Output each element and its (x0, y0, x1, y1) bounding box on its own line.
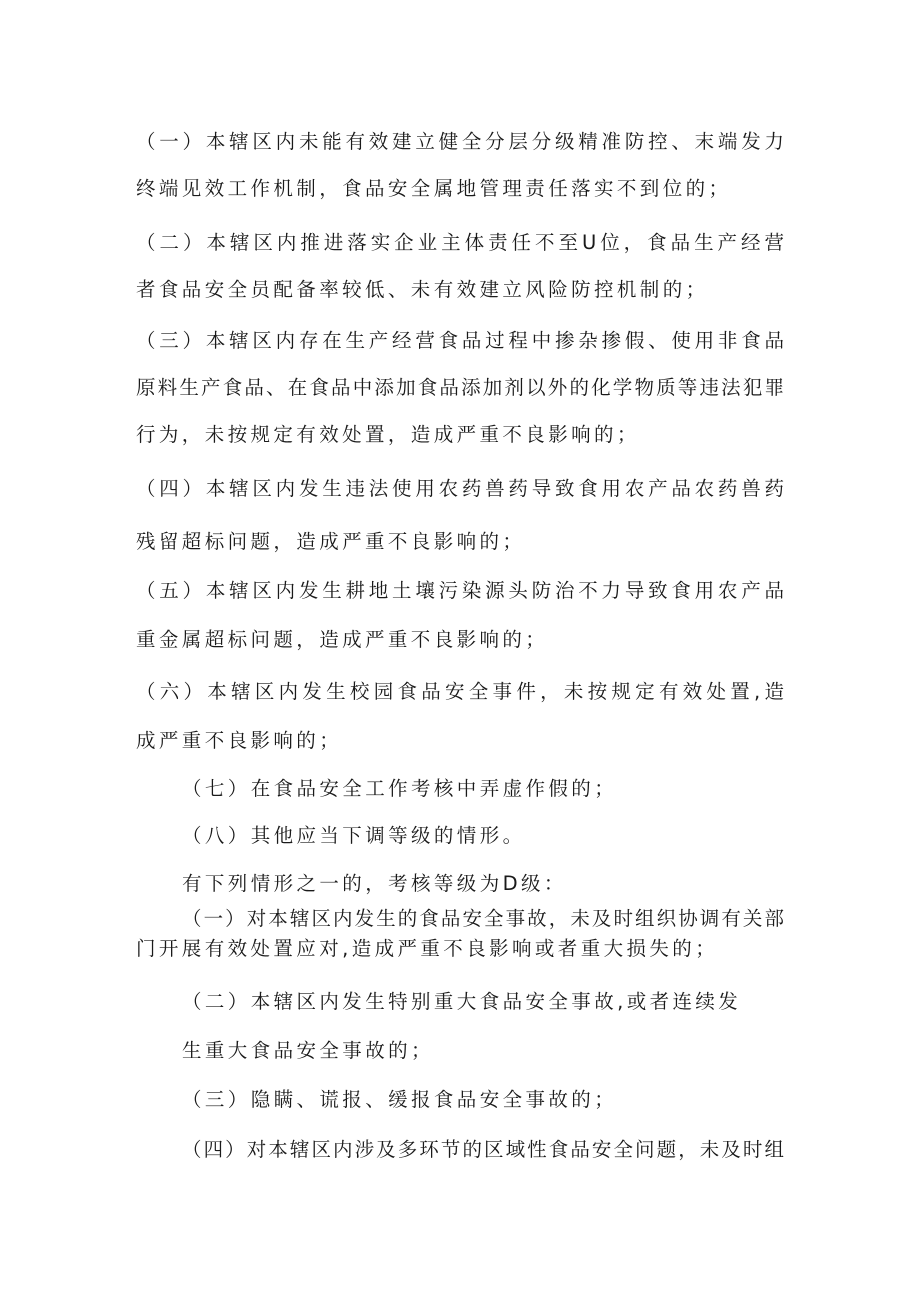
text-line: （六）本辖区内发生校园食品安全事件，未按规定有效处置,造 (136, 680, 784, 703)
text-line: （四）对本辖区内涉及多环节的区域性食品安全问题，未及时组 (182, 1138, 784, 1161)
text-line: 原料生产食品、在食品中添加食品添加剂以外的化学物质等违法犯罪 (136, 376, 784, 399)
text-line: （八）其他应当下调等级的情形。 (182, 824, 526, 847)
text-line: 成严重不良影响的； (136, 729, 343, 752)
text-line: （七）在食品安全工作考核中弄虚作假的； (182, 777, 618, 800)
text-line: 有下列情形之一的，考核等级为D级： (182, 872, 567, 895)
text-line: 生重大食品安全事故的； (182, 1039, 434, 1062)
text-line: 残留超标问题，造成严重不良影响的； (136, 530, 526, 553)
text-line: 门开展有效处置应对,造成严重不良影响或者重大损失的； (136, 937, 719, 960)
text-line: （五）本辖区内发生耕地土壤污染源头防治不力导致食用农产品 (136, 579, 784, 602)
text-line: （一）本辖区内未能有效建立健全分层分级精准防控、末端发力 (136, 130, 784, 153)
text-line: （二）本辖区内发生特别重大食品安全事故,或者连续发 (182, 990, 742, 1013)
text-line: 重金属超标问题，造成严重不良影响的； (136, 628, 549, 651)
text-line: 者食品安全员配备率较低、未有效建立风险防控机制的； (136, 278, 709, 301)
text-line: （二）本辖区内推进落实企业主体责任不至U位，食品生产经营 (136, 231, 784, 254)
text-line: （一）对本辖区内发生的食品安全事故，未及时组织协调有关部 (182, 907, 784, 930)
text-line: 行为，未按规定有效处置，造成严重不良影响的； (136, 423, 640, 446)
text-line: （三）隐瞒、谎报、缓报食品安全事故的； (182, 1088, 618, 1111)
text-line: 终端见效工作机制，食品安全属地管理责任落实不到位的； (136, 177, 732, 200)
text-line: （三）本辖区内存在生产经营食品过程中掺杂掺假、使用非食品 (136, 329, 784, 352)
text-line: （四）本辖区内发生违法使用农药兽药导致食用农产品农药兽药 (136, 477, 784, 500)
